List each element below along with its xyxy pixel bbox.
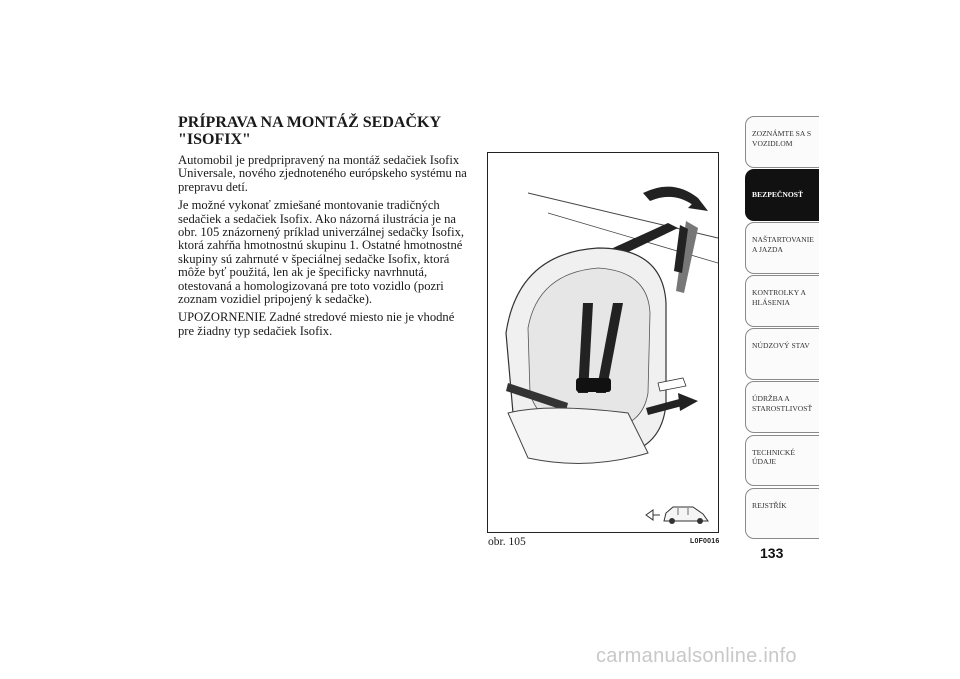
tab-label: NÚDZOVÝ STAV (752, 341, 810, 351)
figure-caption: obr. 105 (488, 536, 526, 548)
tab-nudzovy-stav[interactable] (745, 328, 819, 380)
tab-label: REJSTŘÍK (752, 500, 787, 510)
tab-label: KONTROLKY A HLÁSENIA (752, 288, 806, 307)
chapter-tabs (745, 116, 819, 541)
tab-label: ZOZNÁMTE SA S VOZIDLOM (752, 129, 812, 148)
tab-label: ÚDRŽBA A STAROSTLIVOSŤ (752, 394, 813, 413)
paragraph-intro: Automobil je predpripravený na montáž sedačiek Isofix Universale, nového zjednoteného európskeho systému na prepravu detí. (178, 153, 467, 194)
tab-kontrolky[interactable] (745, 275, 819, 327)
section-title-line1: PRÍPRAVA NA MONTÁŽ SEDAČKY (178, 114, 441, 131)
tab-label: NAŠTARTOVANIE A JAZDA (752, 235, 814, 254)
tab-zoznamte-sa[interactable] (745, 116, 819, 168)
child-seat-isofix-illustration (488, 153, 718, 532)
car-rear-arrow-icon (646, 507, 708, 524)
tab-label: TECHNICKÉ ÚDAJE (752, 447, 796, 467)
figure-frame (487, 152, 719, 533)
tab-udrzba[interactable] (745, 381, 819, 433)
paragraph-warning: UPOZORNENIE Zadné stredové miesto nie je vhodné pre žiadny typ sedačiek Isofix. (178, 310, 455, 338)
figure-code: L0F0016 (690, 538, 720, 545)
tab-rejstrik[interactable] (745, 488, 819, 540)
section-title-line2: "ISOFIX" (178, 131, 251, 148)
tab-bezpecnost[interactable] (745, 169, 819, 221)
tab-technicke-udaje[interactable] (745, 435, 819, 487)
paragraph-details: Je možné vykonať zmiešané montovanie tradičných sedačiek a sedačiek Isofix. Ako názorná ilustrácia je na obr. 105 znázornený príklad univerzálnej sedačky Isofix, ktorá zahŕňa hmotnostnú skupinu 1. Ostatné hmotnostné skupiny sú zahrnuté v špeciálnej sedačke Isofix, ktorá môže byť použitá, len ak je špecificky navrhnutá, otestovaná a homologizovaná pre toto vozidlo (pozri zoznam vozidiel pripojený k sedačke). (178, 198, 465, 307)
section-title (178, 114, 478, 148)
tab-nastartovanie[interactable] (745, 222, 819, 274)
body-text (178, 154, 468, 343)
tab-label: BEZPEČNOSŤ (752, 190, 804, 200)
watermark: carmanualsonline.info (596, 645, 797, 667)
page-number: 133 (760, 545, 784, 561)
